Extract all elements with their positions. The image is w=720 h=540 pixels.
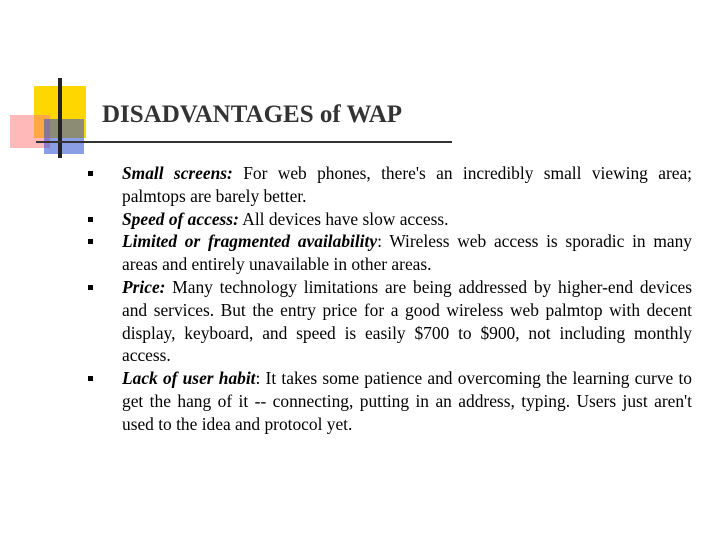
bullet-item (122, 367, 692, 435)
bullet-item (122, 208, 692, 231)
bullet-term: Limited or fragmented availability (122, 231, 378, 252)
bullet-text: : Wireless web access is sporadic in many areas and entirely unavailable in other areas. (122, 231, 692, 275)
square-bullet-icon (88, 239, 93, 244)
bullet-term: Lack of user habit (122, 368, 256, 389)
bullet-list (122, 162, 692, 436)
bullet-item (122, 230, 692, 276)
bullet-text: For web phones, there's an incredibly small viewing area; palmtops are barely better. (122, 163, 693, 206)
bullet-text: : It takes some patience and overcoming the learning curve to get the hang of it -- connecting, putting in an address, typing. Users just aren't used to the idea and protocol yet. (122, 368, 692, 434)
bullet-item (122, 162, 692, 208)
decorative-vertical-line (58, 78, 62, 158)
title-underline (36, 141, 452, 143)
bullet-term: Speed of access: (122, 208, 239, 229)
bullet-term: Small screens: (122, 163, 233, 183)
square-bullet-icon (88, 285, 93, 290)
bullet-term: Price: (122, 276, 166, 297)
bullet-item (122, 276, 692, 367)
square-bullet-icon (88, 171, 93, 176)
slide-title: DISADVANTAGES of WAP (102, 101, 403, 128)
decorative-blue-square (44, 119, 84, 154)
square-bullet-icon (88, 376, 93, 381)
bullet-text: All devices have slow access. (238, 208, 449, 229)
square-bullet-icon (88, 217, 93, 222)
bullet-text: Many technology limitations are being addressed by higher-end devices and services. But the entry price for a good wireless web palmtop with decent display, keyboard, and speed is easily $700 to $900, not including monthly access. (122, 276, 692, 366)
